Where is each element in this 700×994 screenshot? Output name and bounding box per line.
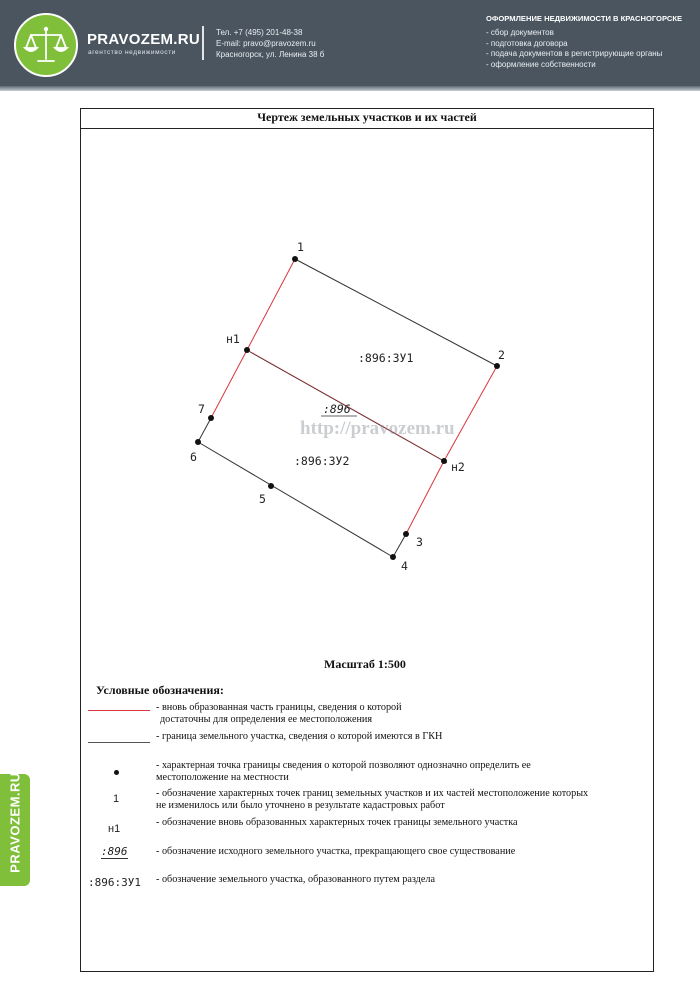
point-n2-label: н2 (451, 460, 465, 474)
legend-text-line: - обозначение характерных точек границ земельных участков и их частей местоположение которых (156, 788, 589, 799)
boundary-3-4 (393, 534, 406, 557)
services-title: ОФОРМЛЕНИЕ НЕДВИЖИМОСТИ В КРАСНОГОРСКЕ (486, 14, 683, 23)
point-n2-dot (441, 458, 447, 464)
parcel-source-label: :896 (323, 402, 351, 416)
legend-item-point-numbering (156, 788, 588, 811)
point-3-label: 3 (416, 535, 423, 549)
new-boundary-1-n1 (247, 259, 295, 350)
new-boundary-2-n2 (444, 366, 497, 461)
document-title: Чертеж земельных участков и их частей (257, 110, 477, 124)
brand-subtitle: агентство недвижимости (88, 49, 177, 56)
legend-text-line: - обозначение исходного земельного участка, прекращающего свое существование (156, 846, 516, 857)
point-1-dot (292, 256, 298, 262)
legend-text-line: - обозначение земельного участка, образованного путем раздела (156, 874, 435, 885)
service-item: - оформление собственности (486, 59, 596, 69)
legend-point-number-symbol: 1 (113, 793, 120, 805)
point-7-label: 7 (198, 402, 205, 416)
point-2-label: 2 (498, 348, 505, 362)
point-2-dot (494, 363, 500, 369)
new-boundary-n1-7 (211, 350, 247, 418)
point-4-label: 4 (401, 559, 408, 573)
watermark: http://pravozem.ru (300, 418, 455, 439)
service-item: - подача документов в регистрирующие органы (486, 49, 663, 58)
legend-source-parcel-symbol: :896 (101, 845, 128, 858)
point-n1-label: н1 (226, 332, 240, 346)
point-n1-dot (244, 347, 250, 353)
point-5-label: 5 (259, 492, 266, 506)
parcel-zu2-label: :896:ЗУ2 (294, 454, 350, 468)
boundary-1-2 (295, 259, 497, 366)
legend-item-source-parcel (156, 846, 515, 858)
legend-new-point-symbol: н1 (108, 823, 121, 835)
legend-text-line: - вновь образованная часть границы, сведения о которой (156, 702, 402, 713)
legend-title: Условные обозначения: (96, 683, 224, 697)
legend-point-dot-symbol (114, 770, 119, 775)
address-text: Красногорск, ул. Ленина 38 б (216, 50, 325, 59)
legend-item-existing-boundary (156, 731, 442, 743)
point-5-dot (268, 483, 274, 489)
legend-text-line: достаточны для определения ее местоположения (160, 713, 373, 725)
legend-item-new-point (156, 817, 518, 829)
legend-text-line: не изменилось или было уточнено в результате кадастровых работ (156, 799, 445, 811)
legend-item-new-boundary (156, 702, 402, 725)
legend-item-characteristic-point (156, 760, 531, 783)
parcel-zu1-label: :896:ЗУ1 (358, 351, 414, 365)
point-7-dot (208, 415, 214, 421)
point-1-label: 1 (297, 240, 304, 254)
brand-name: PRAVOZEM.RU (87, 31, 201, 48)
new-boundary-n2-3 (406, 461, 444, 534)
point-6-label: 6 (190, 450, 197, 464)
point-6-dot (195, 439, 201, 445)
boundary-6-7 (198, 418, 211, 442)
legend-black-line-symbol (88, 742, 150, 743)
side-brand-text: PRAVOZEM.RU (7, 772, 23, 873)
email-text: E-mail: pravo@pravozem.ru (216, 39, 316, 48)
legend-text-line: - граница земельного участка, сведения о которой имеются в ГКН (156, 731, 443, 742)
legend-text-line: местоположение на местности (156, 771, 289, 783)
point-4-dot (390, 554, 396, 560)
phone-text: Тел. +7 (495) 201-48-38 (216, 28, 303, 37)
service-item: - подготовка договора (486, 38, 568, 48)
legend-item-divided-parcel (156, 874, 435, 886)
legend-red-line-symbol (88, 710, 150, 711)
legend-text-line: - обозначение вновь образованных характерных точек границы земельного участка (156, 817, 518, 828)
scale-label: Масштаб 1:500 (324, 657, 406, 671)
service-item: - сбор документов (486, 28, 554, 37)
legend-text-line: - характерная точка границы сведения о которой позволяют однозначно определить ее (156, 760, 531, 771)
point-3-dot (403, 531, 409, 537)
legend-divided-parcel-symbol: :896:ЗУ1 (88, 876, 141, 889)
